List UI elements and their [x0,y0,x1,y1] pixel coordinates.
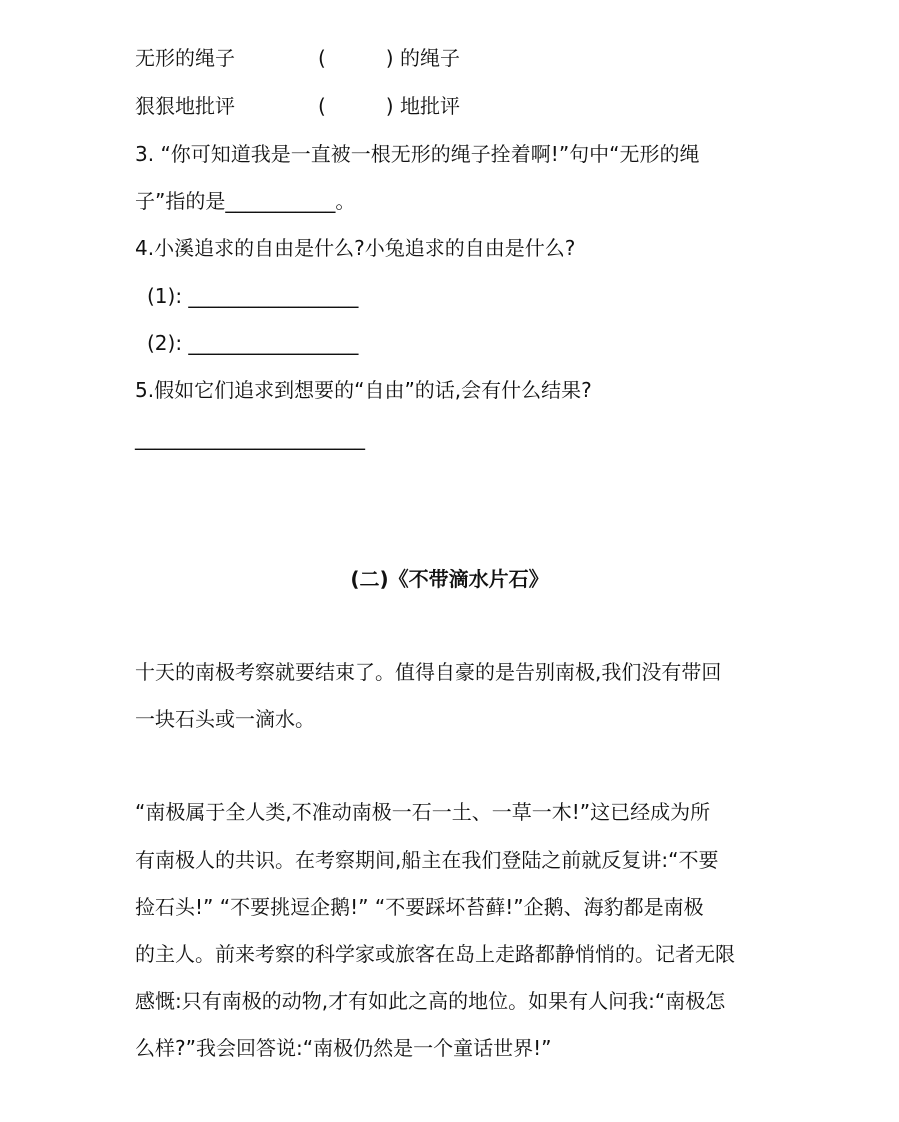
fill-item-2-blank: ( ) 地批评 [318,94,460,118]
question-3-line-2: 子”指的是___________。 [135,189,356,213]
question-4-answer-2: (2): _________________ [147,331,359,355]
question-3-line-1: 3. “你可知道我是一直被一根无形的绳子拴着啊!”句中“无形的绳 [135,142,700,166]
passage-line-5: 捡石头!” “不要挑逗企鹅!” “不要踩坏苔藓!”企鹅、海豹都是南极 [135,895,704,919]
passage-line-8: 么样?”我会回答说:“南极仍然是一个童话世界!” [135,1036,552,1060]
question-4: 4.小溪追求的自由是什么?小兔追求的自由是什么? [135,236,576,260]
passage-line-6: 的主人。前来考察的科学家或旅客在岛上走路都静悄悄的。记者无限 [135,942,735,966]
section-title: (二)《不带滴水片石》 [350,567,549,591]
passage-line-1: 十天的南极考察就要结束了。值得自豪的是告别南极,我们没有带回 [135,660,722,684]
fill-item-1-blank: ( ) 的绳子 [318,46,460,70]
passage-line-7: 感慨:只有南极的动物,才有如此之高的地位。如果有人问我:“南极怎 [135,989,726,1013]
passage-line-4: 有南极人的共识。在考察期间,船主在我们登陆之前就反复讲:“不要 [135,848,719,872]
question-5-answer-blank: _______________________ [135,426,365,450]
fill-item-1-word: 无形的绳子 [135,46,235,70]
question-5: 5.假如它们追求到想要的“自由”的话,会有什么结果? [135,378,592,402]
passage-line-3: “南极属于全人类,不准动南极一石一土、一草一木!”这已经成为所 [135,800,711,824]
question-4-answer-1: (1): _________________ [147,284,359,308]
passage-line-2: 一块石头或一滴水。 [135,707,315,731]
fill-item-2-word: 狠狠地批评 [135,94,235,118]
